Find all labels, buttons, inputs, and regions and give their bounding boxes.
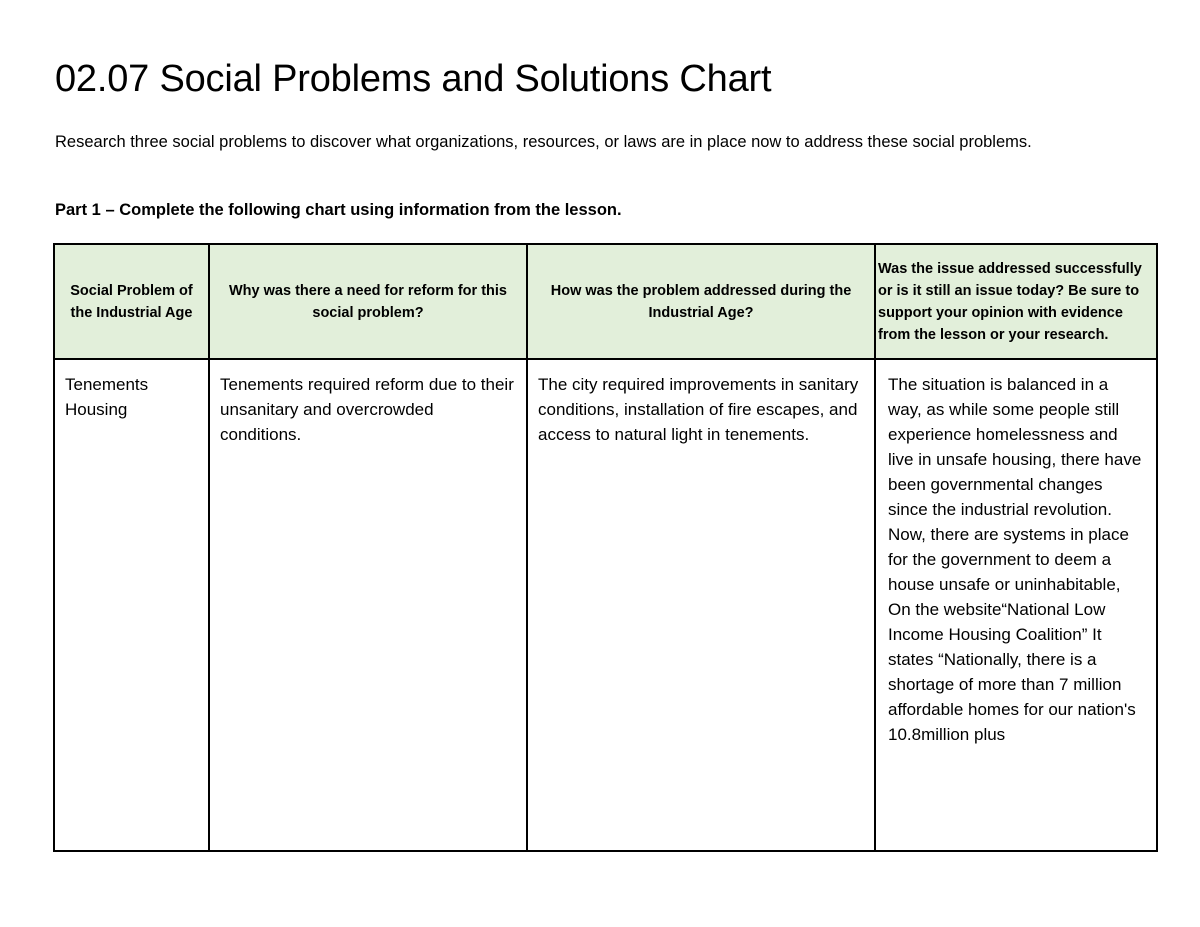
table-row [54,359,1157,851]
page-title: 02.07 Social Problems and Solutions Chart [55,58,772,100]
header-social-problem: Social Problem of the Industrial Age [54,244,209,359]
cell-need-for-reform[interactable]: Tenements required reform due to their unsanitary and overcrowded conditions. [209,359,527,851]
cell-problem[interactable]: Tenements Housing [54,359,209,851]
header-still-issue: Was the issue addressed successfully or is it still an issue today? Be sure to support your opinion with evidence from the lesson or your research. [875,244,1157,359]
cell-still-issue[interactable]: The situation is balanced in a way, as while some people still experience homelessness and live in unsafe housing, there have been governmental changes since the industrial revolution. Now, there are systems in place for the government to deem a house unsafe or uninhabitable, On the website“National Low Income Housing Coalition” It states “Nationally, there is a shortage of more than 7 million affordable homes for our nation's 10.8million plus [875,359,1157,851]
table-header-row [54,244,1157,359]
header-how-addressed: How was the problem addressed during the Industrial Age? [527,244,875,359]
header-need-for-reform: Why was there a need for reform for this social problem? [209,244,527,359]
part1-instruction: Part 1 – Complete the following chart using information from the lesson. [55,201,622,219]
cell-how-addressed[interactable]: The city required improvements in sanitary conditions, installation of fire escapes, and access to natural light in tenements. [527,359,875,851]
intro-paragraph: Research three social problems to discover what organizations, resources, or laws are in place now to address these social problems. [55,133,1032,151]
social-problems-chart [53,243,1158,852]
